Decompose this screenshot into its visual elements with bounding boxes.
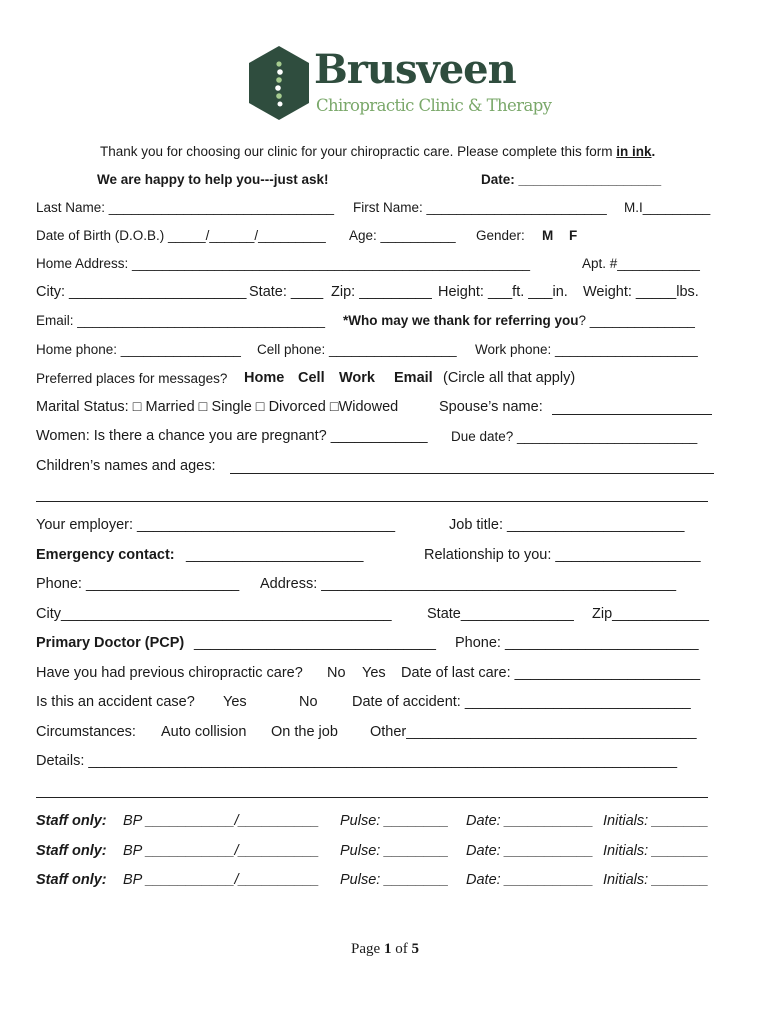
- preferred-label: Preferred places for messages?: [36, 371, 228, 386]
- details-line-2[interactable]: [36, 783, 708, 798]
- accident-yes-option[interactable]: Yes: [223, 694, 247, 710]
- height-field[interactable]: Height: ___ft. ___in.: [438, 284, 568, 300]
- staff-label: Staff only:: [36, 813, 107, 829]
- relationship-field[interactable]: Relationship to you: __________________: [424, 547, 701, 563]
- brand-subtitle: Chiropractic Clinic & Therapy: [316, 96, 552, 115]
- hexagon-logo-icon: [246, 44, 312, 122]
- staff-initials-field[interactable]: Initials: _______: [603, 843, 709, 859]
- staff-bp-field[interactable]: BP ___________/__________: [123, 843, 320, 859]
- accident-no-option[interactable]: No: [299, 694, 318, 710]
- first-name-field[interactable]: First Name: ________________________: [353, 200, 607, 215]
- staff-pulse-field[interactable]: Pulse: ________: [340, 872, 449, 888]
- intro-text: [100, 143, 655, 161]
- staff-date-field[interactable]: Date: ___________: [466, 843, 594, 859]
- pcp-phone-field[interactable]: Phone: ________________________: [455, 635, 699, 651]
- date-field[interactable]: Date: ___________________: [481, 172, 662, 187]
- accident-date-field[interactable]: Date of accident: ____________________________: [352, 694, 691, 710]
- accident-label: Is this an accident case?: [36, 694, 195, 710]
- current-page: 1: [383, 941, 392, 957]
- last-care-date-field[interactable]: Date of last care: _______________________: [401, 665, 701, 681]
- age-field[interactable]: Age: __________: [349, 228, 456, 243]
- in-ink-emphasis: in ink: [616, 144, 652, 159]
- circ-other-field[interactable]: Other____________________________________: [370, 724, 697, 740]
- emergency-state-field[interactable]: State______________: [427, 606, 574, 622]
- pref-home-option[interactable]: Home: [244, 370, 285, 386]
- cell-phone-field[interactable]: Cell phone: _________________: [257, 342, 457, 357]
- dob-field[interactable]: Date of Birth (D.O.B.) _____/______/_________: [36, 228, 326, 243]
- spouse-label: Spouse’s name:: [439, 399, 543, 415]
- pref-email-option[interactable]: Email: [394, 370, 433, 386]
- pref-note: (Circle all that apply): [443, 370, 576, 386]
- staff-initials-field[interactable]: Initials: _______: [603, 813, 709, 829]
- emergency-zip-field[interactable]: Zip____________: [592, 606, 709, 622]
- staff-label: Staff only:: [36, 872, 107, 888]
- city-field[interactable]: City: ______________________: [36, 284, 247, 300]
- children-label: Children’s names and ages:: [36, 458, 216, 474]
- of-word: of: [395, 941, 408, 957]
- help-text: We are happy to help you---just ask!: [97, 172, 329, 187]
- circumstances-label: Circumstances:: [36, 724, 136, 740]
- last-name-field[interactable]: Last Name: ______________________________: [36, 200, 335, 215]
- job-title-field[interactable]: Job title: ______________________: [449, 517, 685, 533]
- clinic-logo: [246, 44, 552, 128]
- emergency-city-field[interactable]: City_________________________________________: [36, 606, 392, 622]
- gender-label: Gender:: [476, 228, 525, 243]
- work-phone-field[interactable]: Work phone: ___________________: [475, 342, 698, 357]
- middle-initial-field[interactable]: M.I_________: [624, 200, 711, 215]
- prev-care-yes-option[interactable]: Yes: [362, 665, 386, 681]
- staff-bp-field[interactable]: BP ___________/__________: [123, 813, 320, 829]
- marital-status-field[interactable]: Marital Status: □ Married □ Single □ Divorced □Widowed: [36, 399, 399, 415]
- referral-line[interactable]: ? ______________: [578, 313, 695, 328]
- pregnant-field[interactable]: Women: Is there a chance you are pregnant? ____________: [36, 428, 428, 444]
- staff-initials-field[interactable]: Initials: _______: [603, 872, 709, 888]
- zip-field[interactable]: Zip: _________: [331, 284, 432, 300]
- page-number: [0, 941, 770, 958]
- emergency-phone-field[interactable]: Phone: ___________________: [36, 576, 240, 592]
- intro-end: .: [651, 144, 656, 159]
- staff-pulse-field[interactable]: Pulse: ________: [340, 843, 449, 859]
- total-pages: 5: [411, 941, 419, 957]
- state-field[interactable]: State: ____: [249, 284, 324, 300]
- referral-label: *Who may we thank for referring you: [343, 313, 579, 328]
- emergency-address-field[interactable]: Address: ____________________________________________: [260, 576, 677, 592]
- staff-date-field[interactable]: Date: ___________: [466, 872, 594, 888]
- staff-label: Staff only:: [36, 843, 107, 859]
- pcp-label: Primary Doctor (PCP): [36, 635, 185, 651]
- due-date-field[interactable]: Due date? ________________________: [451, 429, 698, 444]
- pref-work-option[interactable]: Work: [339, 370, 375, 386]
- children-line[interactable]: [230, 459, 714, 474]
- gender-f-option[interactable]: F: [569, 228, 578, 243]
- pref-cell-option[interactable]: Cell: [298, 370, 325, 386]
- brand-name: Brusveen: [314, 46, 516, 93]
- prev-care-label: Have you had previous chiropractic care?: [36, 665, 303, 681]
- email-field[interactable]: Email: _________________________________: [36, 313, 326, 328]
- employer-field[interactable]: Your employer: ________________________________: [36, 517, 396, 533]
- home-address-field[interactable]: Home Address: _____________________________________________________: [36, 256, 530, 271]
- details-field[interactable]: Details: _________________________________________________________________________: [36, 753, 678, 769]
- intro-sentence: Thank you for choosing our clinic for your chiropractic care. Please complete this form: [100, 144, 613, 159]
- spouse-name-line[interactable]: [552, 400, 712, 415]
- weight-field[interactable]: Weight: _____lbs.: [583, 284, 699, 300]
- prev-care-no-option[interactable]: No: [327, 665, 346, 681]
- home-phone-field[interactable]: Home phone: ________________: [36, 342, 241, 357]
- emergency-label: Emergency contact:: [36, 547, 175, 563]
- staff-pulse-field[interactable]: Pulse: ________: [340, 813, 449, 829]
- referral-field[interactable]: [343, 312, 695, 330]
- staff-bp-field[interactable]: BP ___________/__________: [123, 872, 320, 888]
- apt-field[interactable]: Apt. #___________: [582, 256, 700, 271]
- circ-job-option[interactable]: On the job: [271, 724, 338, 740]
- pcp-field[interactable]: ______________________________: [194, 635, 436, 651]
- staff-date-field[interactable]: Date: ___________: [466, 813, 594, 829]
- circ-auto-option[interactable]: Auto collision: [161, 724, 247, 740]
- children-line-2[interactable]: [36, 487, 708, 502]
- page-word: Page: [351, 941, 381, 957]
- emergency-contact-field[interactable]: ______________________: [186, 547, 364, 563]
- gender-m-option[interactable]: M: [542, 228, 554, 243]
